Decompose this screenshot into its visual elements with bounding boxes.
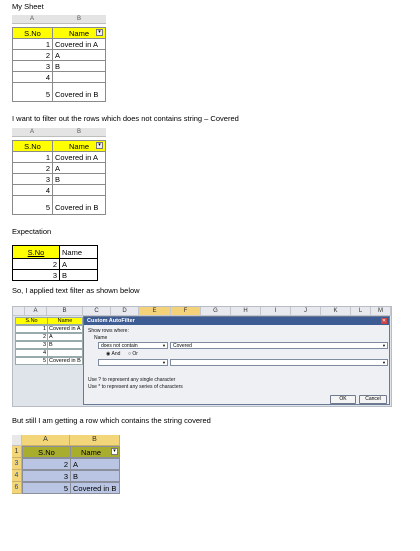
filter-applied-icon[interactable]: ▾ — [111, 448, 118, 455]
caption-still: But still I am getting a row which contains the string covered — [12, 416, 211, 425]
cell-sno: 3 — [15, 341, 48, 349]
header-name: Name — [52, 140, 106, 152]
column-header: A — [25, 307, 47, 316]
cell-name: B — [47, 341, 83, 349]
column-header: M — [371, 307, 391, 316]
caption-expectation: Expectation — [12, 227, 52, 236]
show-rows-label: Show rows where: — [88, 328, 129, 334]
chevron-down-icon: ▼ — [162, 360, 166, 365]
cell-name: Covered in B — [52, 195, 106, 215]
caption-my-sheet: My Sheet — [12, 2, 44, 11]
chevron-down-icon: ▼ — [382, 343, 386, 348]
cell-sno: 4 — [12, 71, 53, 83]
close-icon[interactable]: ✕ — [381, 318, 387, 324]
expectation-table — [12, 245, 100, 283]
cell-name: Covered in A — [52, 38, 106, 50]
excel-autofilter-screenshot — [12, 306, 392, 407]
header-name: Name — [47, 317, 83, 325]
column-header: D — [111, 307, 139, 316]
cell-sno: 1 — [15, 325, 48, 333]
caption-want: I want to filter out the rows which does not contains string – Covered — [12, 114, 239, 123]
column-header: I — [261, 307, 291, 316]
column-header-b: B — [52, 128, 106, 137]
column-header: H — [231, 307, 261, 316]
header-sno: S.No — [12, 245, 60, 259]
column-header-a: A — [12, 128, 52, 137]
header-sno: S.No — [12, 140, 53, 152]
column-header: C — [83, 307, 111, 316]
cell-name: Covered in B — [47, 357, 83, 365]
value-input-2[interactable] — [170, 359, 388, 366]
sheet-screenshot-2 — [12, 128, 106, 214]
cell-name: Covered in B — [52, 82, 106, 102]
chevron-down-icon: ▼ — [162, 343, 166, 348]
cell-sno: 2 — [15, 333, 48, 341]
filter-dropdown-icon[interactable]: ▾ — [96, 142, 103, 149]
field-label: Name — [94, 335, 108, 341]
cell-name: Covered in A — [47, 325, 83, 333]
header-name: Name — [59, 245, 98, 259]
cancel-button[interactable]: Cancel — [359, 395, 387, 404]
corner-cell — [13, 307, 25, 316]
column-header: E — [139, 307, 171, 316]
cell-name: A — [59, 258, 98, 270]
column-header: K — [321, 307, 351, 316]
row-header: 3 — [12, 458, 22, 470]
cell-sno: 5 — [12, 82, 53, 102]
cell-sno: 3 — [12, 269, 60, 281]
cell-name: B — [52, 60, 106, 72]
cell-sno: 1 — [12, 151, 53, 163]
cell-sno: 2 — [22, 458, 71, 470]
cell-name: A — [52, 162, 106, 174]
cell-sno: 3 — [12, 173, 53, 185]
cell-sno: 1 — [12, 38, 53, 50]
row-header: 1 — [12, 446, 22, 458]
cell-name: Covered in B — [70, 482, 120, 494]
cell-sno: 2 — [12, 162, 53, 174]
value-input[interactable]: Covered ▼ — [170, 342, 388, 349]
row-header: 6 — [12, 482, 22, 494]
column-header-b: B — [70, 435, 120, 446]
header-name: Name — [70, 446, 120, 458]
cell-sno: 2 — [12, 258, 60, 270]
cell-sno: 5 — [12, 195, 53, 215]
filter-dropdown-icon[interactable]: ▾ — [96, 29, 103, 36]
cell-sno: 3 — [12, 60, 53, 72]
header-sno: S.No — [22, 446, 71, 458]
cell-name — [47, 349, 83, 357]
column-header: L — [351, 307, 371, 316]
dialog-title: Custom AutoFilter — [84, 317, 389, 325]
operator-select-2[interactable] — [98, 359, 168, 366]
cell-sno: 4 — [12, 184, 53, 196]
and-radio[interactable]: ◉ And — [106, 351, 121, 357]
custom-autofilter-dialog — [83, 316, 390, 405]
cell-name: A — [52, 49, 106, 61]
cell-sno: 5 — [15, 357, 48, 365]
cell-sno: 3 — [22, 470, 71, 482]
cell-name: A — [47, 333, 83, 341]
hint-series-chars: Use * to represent any series of characters — [88, 384, 183, 390]
cell-name: A — [70, 458, 120, 470]
column-header: F — [171, 307, 201, 316]
cell-sno: 4 — [15, 349, 48, 357]
cell-name: Covered in A — [52, 151, 106, 163]
cell-sno: 5 — [22, 482, 71, 494]
cell-name: B — [70, 470, 120, 482]
row-header: 4 — [12, 470, 22, 482]
cell-sno: 2 — [12, 49, 53, 61]
column-header: J — [291, 307, 321, 316]
column-header: B — [47, 307, 83, 316]
or-radio[interactable]: ○ Or — [128, 351, 138, 357]
operator-select[interactable]: does not contain ▼ — [98, 342, 168, 349]
column-header: G — [201, 307, 231, 316]
caption-applied: So, I applied text filter as shown below — [12, 286, 140, 295]
cell-name: B — [52, 173, 106, 185]
hint-single-char: Use ? to represent any single character — [88, 377, 176, 383]
column-header-a: A — [22, 435, 70, 446]
header-name: Name — [52, 27, 106, 39]
cell-name: B — [59, 269, 98, 281]
ok-button[interactable]: OK — [330, 395, 356, 404]
column-header-a: A — [12, 15, 52, 24]
header-sno: S.No — [12, 27, 53, 39]
column-header-b: B — [52, 15, 106, 24]
header-sno: S.No — [15, 317, 48, 325]
result-sheet-screenshot — [12, 435, 120, 497]
chevron-down-icon: ▼ — [382, 360, 386, 365]
corner-cell — [12, 435, 22, 446]
sheet-screenshot-1 — [12, 15, 106, 101]
